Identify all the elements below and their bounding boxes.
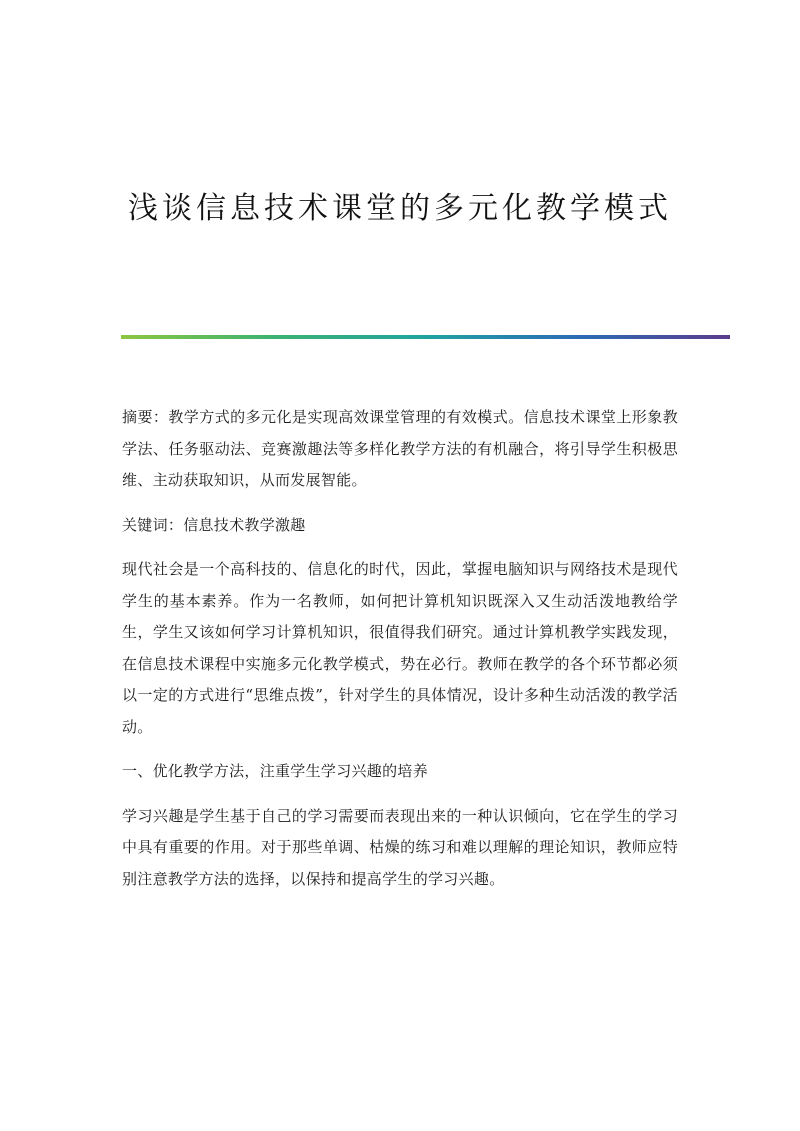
section-heading-1: 一、优化教学方法，注重学生学习兴趣的培养 xyxy=(122,762,429,780)
abstract-paragraph: 摘要：教学方式的多元化是实现高效课堂管理的有效模式。信息技术课堂上形象教学法、任务驱动法、竞赛激趣法等多样化教学方法的有机融合，将引导学生积极思维、主动获取知识，从而发展智能。 xyxy=(122,408,678,489)
document-title: 浅谈信息技术课堂的多元化教学模式 xyxy=(128,191,672,226)
document-body xyxy=(122,402,678,908)
title-divider-rule xyxy=(121,335,730,339)
section-1-paragraph: 学习兴趣是学生基于自己的学习需要而表现出来的一种认识倾向，它在学生的学习中具有重要的作用。对于那些单调、枯燥的练习和难以理解的理论知识，教师应特别注意教学方法的选择，以保持和提高学生的学习兴趣。 xyxy=(122,806,678,888)
intro-paragraph: 现代社会是一个高科技的、信息化的时代，因此，掌握电脑知识与网络技术是现代学生的基本素养。作为一名教师，如何把计算机知识既深入又生动活泼地教给学生，学生又该如何学习计算机知识，很值得我们研究。通过计算机教学实践发现，在信息技术课程中实施多元化教学模式，势在必行。教师在教学的各个环节都必须以一定的方式进行“思维点拨”，针对学生的具体情况，设计多种生动活泼的教学活动。 xyxy=(122,560,678,736)
keywords-paragraph: 关键词：信息技术教学激趣 xyxy=(122,515,306,534)
